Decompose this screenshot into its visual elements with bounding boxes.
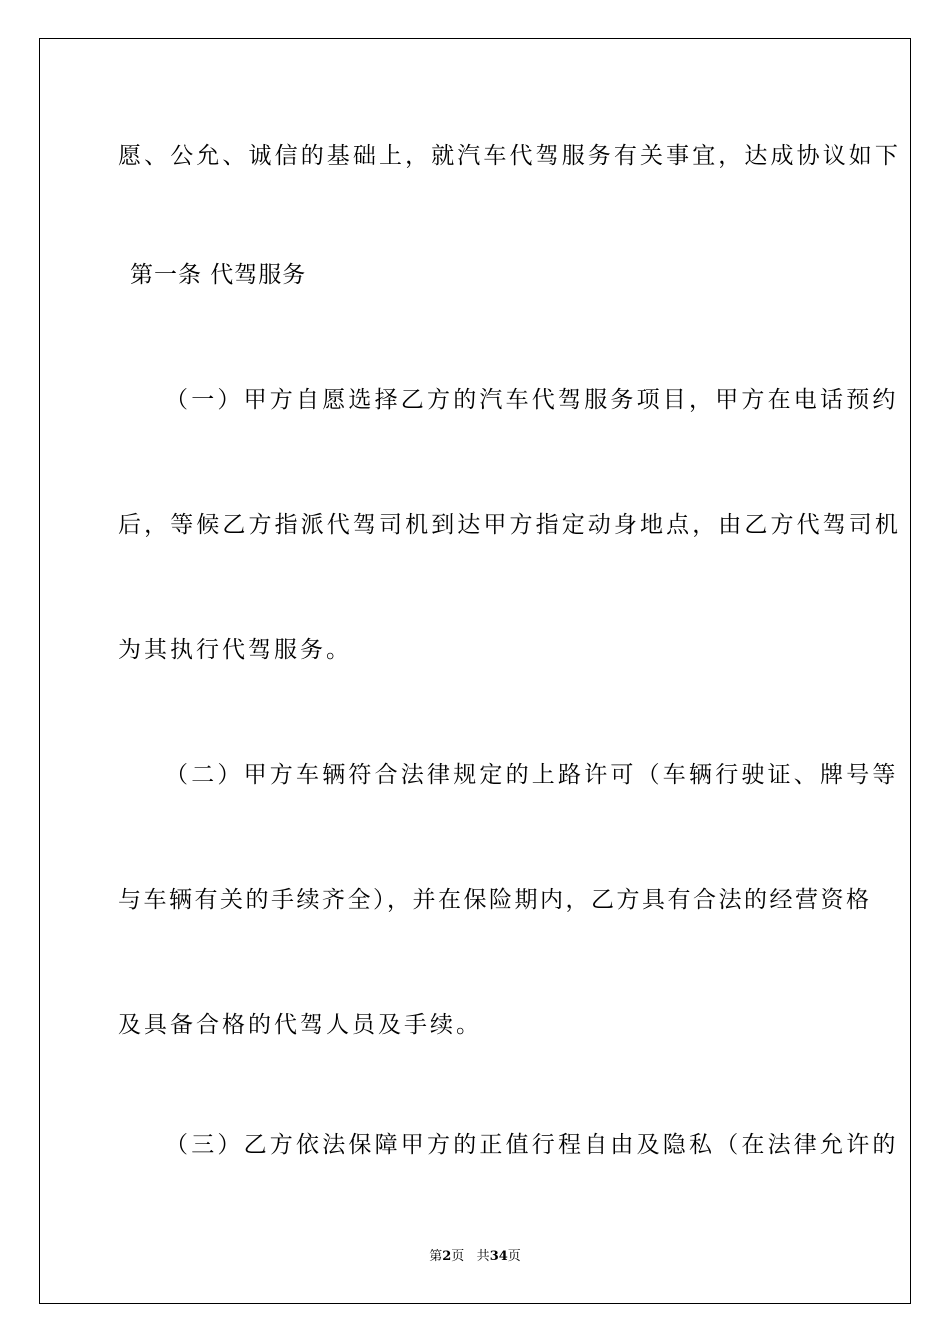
body-text-line: 后，等候乙方指派代驾司机到达甲方指定动身地点，由乙方代驾司机 <box>118 512 901 538</box>
body-text-line: 为其执行代驾服务。 <box>118 637 352 663</box>
section-heading: 第一条 代驾服务 <box>130 262 307 288</box>
page-footer <box>0 1249 950 1265</box>
body-text-line: （二）甲方车辆符合法律规定的上路许可（车辆行驶证、牌号等 <box>165 762 899 788</box>
total-suffix: 页 <box>507 1249 521 1264</box>
total-pages: 34 <box>489 1249 508 1264</box>
page-number: 2 <box>442 1249 452 1264</box>
body-text-line: 及具备合格的代驾人员及手续。 <box>118 1012 482 1038</box>
page-border <box>39 38 911 1304</box>
body-text-line: （一）甲方自愿选择乙方的汽车代驾服务项目，甲方在电话预约 <box>165 387 899 413</box>
total-prefix: 共 <box>476 1249 490 1264</box>
page-prefix: 第 <box>429 1249 443 1264</box>
page-suffix: 页 <box>451 1249 465 1264</box>
body-text-line: （三）乙方依法保障甲方的正值行程自由及隐私（在法律允许的 <box>165 1132 899 1158</box>
body-text-line: 愿、公允、诚信的基础上，就汽车代驾服务有关事宜，达成协议如下 <box>118 143 901 169</box>
body-text-line: 与车辆有关的手续齐全），并在保险期内，乙方具有合法的经营资格 <box>118 887 872 913</box>
